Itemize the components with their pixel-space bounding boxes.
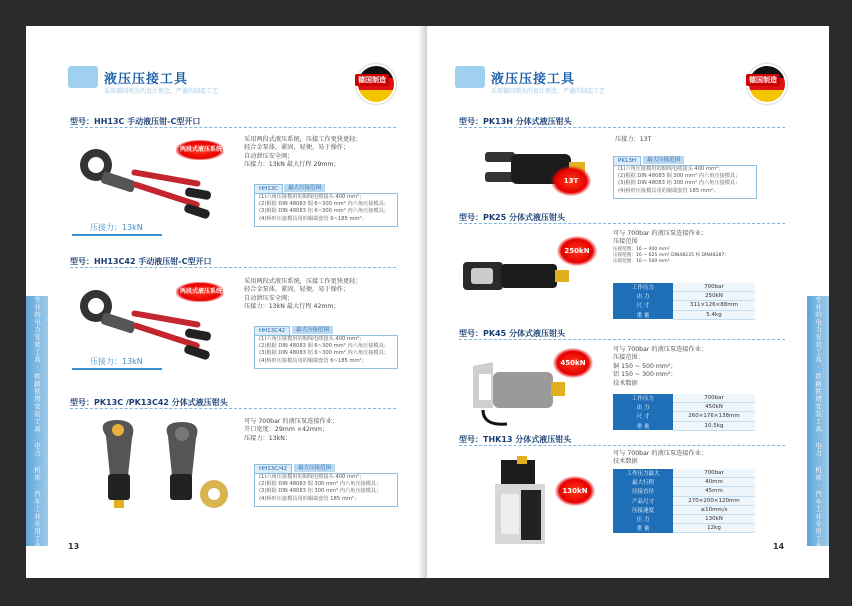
force-burst: 130kN bbox=[555, 476, 595, 506]
spec-tab-range: 最大压接范围 bbox=[284, 184, 325, 192]
divider bbox=[459, 127, 785, 128]
spec-key: 重 量 bbox=[613, 310, 673, 319]
spec-line: (4)桥形压接模具用的铜端套管 6~185 mm²； bbox=[259, 357, 367, 364]
spec-line: (3)根据 DIN 48083 铝 6~300 mm² 内六角压接模具； bbox=[259, 350, 389, 357]
feature-line: 压接力：13kN 最大行程 29mm； bbox=[244, 161, 340, 169]
feature-line: 技术数据 bbox=[613, 379, 638, 387]
feature-line: 铝 150 ~ 300 mm²； bbox=[613, 371, 677, 379]
page-title: 液压压接工具 bbox=[491, 72, 576, 87]
feature-line: 压接范围 bbox=[613, 238, 638, 246]
model-hh13c42: 型号：HH13C42 手动液压钳-C型开口 bbox=[70, 257, 212, 266]
divider bbox=[459, 445, 785, 446]
spec-tab: HH13C42 bbox=[254, 326, 290, 336]
force-burst: 13T bbox=[551, 166, 591, 196]
spec-line: (2)根据 DIN 48083 铜 300 mm² 内六角压接模具； bbox=[259, 481, 382, 488]
divider bbox=[459, 223, 785, 224]
spec-box bbox=[254, 193, 398, 227]
feature-line: 可与 700bar 的液压泵连接作业； bbox=[244, 418, 339, 425]
spec-tab: PK13H bbox=[613, 156, 641, 166]
page-number: 14 bbox=[773, 542, 785, 551]
spec-value: 311×126×88mm bbox=[673, 301, 755, 310]
spec-tab-range: 最大压接范围 bbox=[292, 326, 333, 334]
press-force-label: 压接力：13kN bbox=[90, 223, 143, 232]
force-burst: 450kN bbox=[553, 348, 593, 378]
feature-line: 采用两段式液压系统，压接工作更快更轻； bbox=[244, 136, 362, 143]
model-thk13: 型号：THK13 分体式液压钳头 bbox=[459, 435, 572, 444]
features-hh13c bbox=[244, 136, 362, 170]
force-burst: 250kN bbox=[557, 236, 597, 266]
spec-key: 工作压力最大 bbox=[613, 469, 673, 478]
spec-value: 10.5kg bbox=[673, 421, 755, 430]
range-line: 压接范围：16 ~ 625 mm² DIN48235 和 DIN48287； bbox=[613, 252, 730, 258]
spec-value: 270×200×120mm bbox=[673, 496, 755, 505]
features-pk25 bbox=[613, 230, 729, 265]
spec-table-pk25 bbox=[613, 283, 755, 320]
side-tab-text: 专业的电力安装工具 · 铁路铁塔安装工具 · 电力 · 机床 · 汽车工业专用工具 bbox=[33, 296, 41, 551]
spec-tab-range: 最大压接范围 bbox=[294, 464, 335, 472]
spec-key: 尺 寸 bbox=[613, 301, 673, 310]
spec-tab: HH13C/42 bbox=[254, 464, 292, 474]
range-line: 压接范围：10 ~ 500 mm² bbox=[613, 258, 670, 264]
spec-value: 130kN bbox=[673, 514, 755, 523]
feature-line: 压接力：13kN 最大行程 42mm； bbox=[244, 303, 340, 311]
model-pk13c: 型号：PK13C /PK13C42 分体式液压钳头 bbox=[70, 398, 228, 407]
spec-line: (1)六角压接模用的铜线电缆接头 400 mm²； bbox=[259, 194, 365, 200]
feature-burst: 两段式液压系统化 bbox=[176, 140, 224, 160]
feature-line: 轻合金泵体，紧固，轻便，易于操作； bbox=[244, 286, 350, 294]
features-hh13c42 bbox=[244, 278, 362, 312]
spec-key: 工作压力 bbox=[613, 283, 673, 292]
spec-line: (1)六角压接模用的铜线电缆接头 400 mm²； bbox=[259, 474, 365, 480]
spec-line: (3)根据 DIN 48083 铝 6~300 mm² 内六角压接模具； bbox=[259, 208, 389, 215]
spec-value: 450kN bbox=[673, 403, 755, 412]
spec-key: 压接直径 bbox=[613, 487, 673, 496]
spec-box bbox=[254, 335, 398, 369]
features-thk13 bbox=[613, 450, 707, 467]
spec-line: (2)根据 DIN 48083 铜 300 mm² 内六角压接模具； bbox=[618, 173, 741, 180]
spec-value: ≤10mm/s bbox=[673, 505, 755, 514]
spec-line: (4)桥形压接模具用的铜端套管 6~185 mm²； bbox=[259, 215, 367, 222]
spec-line: (3)根据 DIN 48083 铝 300 mm² 内六角压接模具； bbox=[259, 488, 382, 495]
spec-tab: HH13C bbox=[254, 184, 283, 194]
spec-line: (4)桥形压接模具用的铜端套管 185 mm²； bbox=[618, 187, 719, 194]
side-tab bbox=[26, 296, 48, 551]
header-icon bbox=[68, 66, 98, 88]
features-pk45 bbox=[613, 346, 707, 388]
model-pk45: 型号：PK45 分体式液压钳头 bbox=[459, 329, 565, 338]
range-line: 压接范围：16 ~ 400 mm² bbox=[613, 246, 670, 252]
model-pk25: 型号：PK25 分体式液压钳头 bbox=[459, 213, 565, 222]
press-force-bar bbox=[72, 368, 162, 370]
spec-tab-range: 最大压接范围 bbox=[643, 156, 684, 164]
spec-key: 压 力 bbox=[613, 514, 673, 523]
feature-line: 轻合金泵体，紧固，轻便，易于操作； bbox=[244, 144, 350, 152]
right-page bbox=[427, 26, 829, 578]
page-title: 液压压接工具 bbox=[104, 72, 189, 87]
spec-line: (4)桥形压接模具用的铜端套管 185 mm²； bbox=[259, 495, 360, 502]
spec-line: (3)根据 DIN 48083 铝 300 mm² 内六角压接模具； bbox=[618, 180, 741, 187]
spec-key: 最大行程 bbox=[613, 478, 673, 487]
model-hh13c: 型号：HH13C 手动液压钳-C型开口 bbox=[70, 117, 201, 126]
spec-key: 重 量 bbox=[613, 524, 673, 533]
divider bbox=[70, 408, 396, 409]
feature-line: 铜 150 ~ 500 mm²； bbox=[613, 362, 677, 370]
spec-box bbox=[613, 165, 757, 199]
feature-burst: 两段式液压系统化 bbox=[176, 282, 224, 302]
badge-label: 德国制造 bbox=[746, 74, 780, 86]
features-pk13c bbox=[244, 418, 338, 443]
feature-line: 自动泄压安全阀； bbox=[244, 152, 294, 160]
feature-line: 自动泄压安全阀； bbox=[244, 294, 294, 302]
spec-value: 12kg bbox=[673, 524, 755, 533]
feature-line: 压接范围： bbox=[613, 354, 644, 362]
page-number: 13 bbox=[68, 542, 80, 551]
spec-value: 700bar bbox=[673, 469, 755, 478]
spec-key: 出 力 bbox=[613, 292, 673, 301]
left-page bbox=[26, 26, 427, 578]
spec-value: 700bar bbox=[673, 394, 755, 403]
spec-value: 260×176×138mm bbox=[673, 412, 755, 421]
press-force-label: 压接力：13kN bbox=[90, 357, 143, 366]
divider bbox=[459, 339, 785, 340]
spec-table-thk13 bbox=[613, 469, 755, 533]
spec-value: 250kN bbox=[673, 292, 755, 301]
page-subtitle: 采用德国领先的设计理念，严谨的制造工艺 bbox=[104, 88, 219, 95]
spec-value: 5.4kg bbox=[673, 310, 755, 319]
spec-value: 40mm bbox=[673, 478, 755, 487]
spec-key: 出 力 bbox=[613, 403, 673, 412]
model-pk13h: 型号：PK13H 分体式液压钳头 bbox=[459, 117, 572, 126]
pk13c-tool-image bbox=[86, 416, 236, 516]
spec-key: 产品尺寸 bbox=[613, 496, 673, 505]
spec-value: 45mm bbox=[673, 487, 755, 496]
spec-box bbox=[254, 473, 398, 507]
spec-line: (1)六角压接模用的铜线电缆接头 400 mm²； bbox=[259, 336, 365, 342]
page-subtitle: 采用德国领先的设计理念，严谨的制造工艺 bbox=[491, 88, 606, 95]
feature-line: 可与 700bar 的液压泵连接作业； bbox=[613, 450, 708, 457]
divider bbox=[70, 267, 396, 268]
badge-label: 德国制造 bbox=[355, 74, 389, 86]
spec-key: 尺 寸 bbox=[613, 412, 673, 421]
feature-line: 采用两段式液压系统，压接工作更快更轻； bbox=[244, 278, 362, 285]
feature-line: 可与 700bar 的液压泵连接作业； bbox=[613, 346, 708, 353]
side-tab-text: 专业的电力安装工具 · 铁路铁塔安装工具 · 电力 · 机床 · 汽车工业专用工具 bbox=[814, 296, 822, 551]
feature-line: 压接力：13kN； bbox=[244, 434, 292, 442]
spec-key: 重 量 bbox=[613, 421, 673, 430]
feature-line: 压接力：13T bbox=[615, 136, 652, 143]
spec-line: (2)根据 DIN 48083 铜 6~300 mm² 内六角压接模具； bbox=[259, 343, 389, 350]
spec-value: 700bar bbox=[673, 283, 755, 292]
feature-line: 开口宽度：29mm ×42mm； bbox=[244, 426, 329, 434]
spec-key: 工作压力 bbox=[613, 394, 673, 403]
feature-line: 可与 700bar 的液压泵连接作业； bbox=[613, 230, 708, 237]
press-force-bar bbox=[72, 234, 162, 236]
feature-line: 技术数据 bbox=[613, 458, 638, 466]
spec-table-pk45 bbox=[613, 394, 755, 431]
divider bbox=[70, 127, 396, 128]
spec-key: 压接速度 bbox=[613, 505, 673, 514]
spec-line: (2)根据 DIN 48083 铜 6~300 mm² 内六角压接模具； bbox=[259, 201, 389, 208]
header-icon bbox=[455, 66, 485, 88]
side-tab bbox=[807, 296, 829, 551]
spec-line: (1)六角压接模用的铜线电缆接头 400 mm²； bbox=[618, 166, 724, 172]
